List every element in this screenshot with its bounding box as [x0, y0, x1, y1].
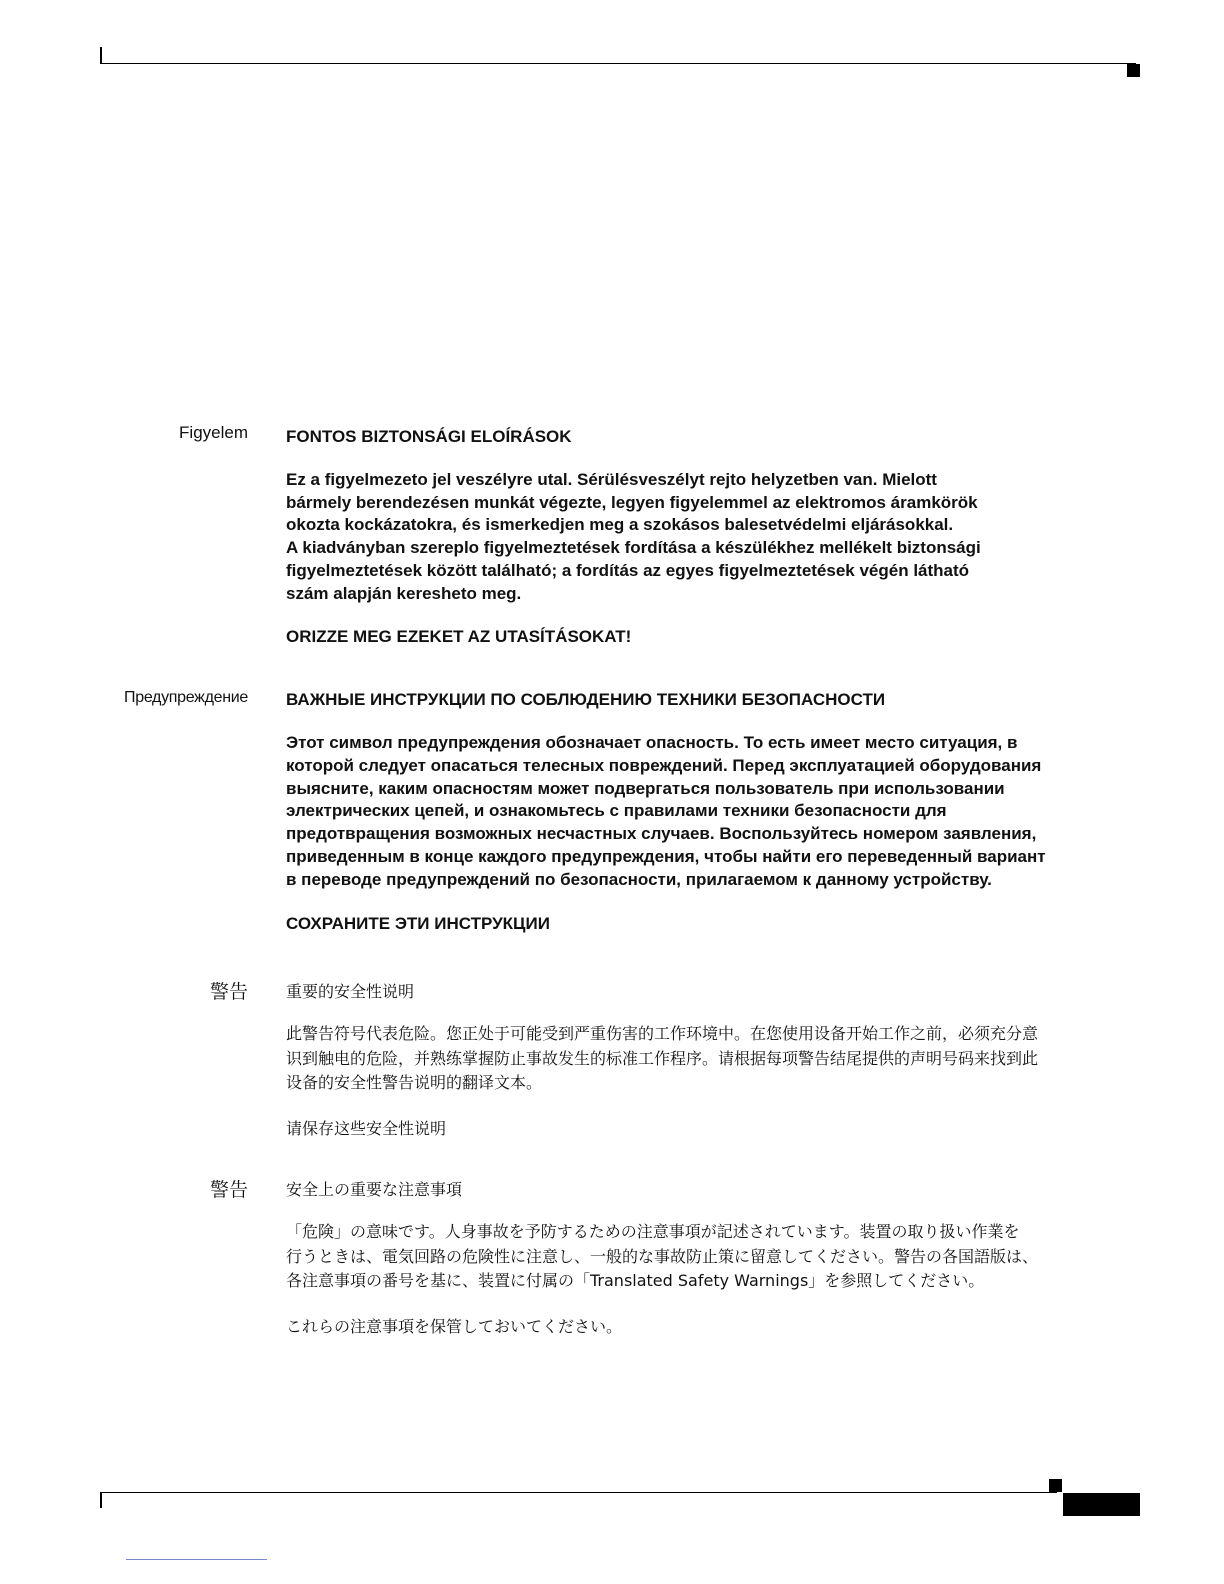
warning-label-hungarian: Figyelem: [179, 423, 248, 442]
warning-title: 安全上の重要な注意事項: [286, 1180, 463, 1199]
paragraph-line: Ez a figyelmezeto jel veszélyre utal. Sérülésveszélyt rejto helyzetben van. Mielott: [286, 470, 937, 489]
paragraph-line: figyelmeztetések között található; a fordítás az egyes figyelmeztetések végén látható: [286, 560, 970, 580]
paragraph-line: электрических цепей, и ознакомьтесь с правилами техники безопасности для: [286, 801, 947, 821]
paragraph-line: в переводе предупреждений по безопасности, прилагаемом к данному устройству.: [286, 869, 992, 889]
warning-paragraph: [286, 732, 1146, 892]
footer-tick: [100, 1493, 102, 1508]
warning-title: FONTOS BIZTONSÁGI ELOÍRÁSOK: [286, 427, 572, 446]
warning-block-russian: [286, 690, 1146, 934]
paragraph-line: выясните, каким опасностям может подвергаться пользователь при использовании: [286, 778, 1005, 798]
paragraph-line: szám alapján keresheto meg.: [286, 583, 522, 603]
footer-rule: [100, 1492, 1057, 1493]
paragraph-line: приведенным в конце каждого предупреждения, чтобы найти его переведенный вариант: [286, 846, 1046, 866]
warning-paragraph: [286, 1022, 1146, 1096]
header-marker: [1127, 64, 1140, 77]
header-tick: [100, 47, 102, 64]
warning-block-hungarian: [286, 427, 1146, 647]
paragraph-line: Этот символ предупреждения обозначает опасность. То есть имеет место ситуация, в: [286, 733, 1018, 752]
paragraph-line: 识到触电的危险，并熟练掌握防止事故发生的标准工作程序。请根据每项警告结尾提供的声明号码来找到此: [286, 1048, 1039, 1068]
paragraph-line: bármely berendezésen munkát végezte, legyen figyelemmel az elektromos áramkörök: [286, 492, 978, 512]
footer-page-tab: [1063, 1493, 1140, 1516]
paragraph-line: предотвращения возможных несчастных случаев. Воспользуйтесь номером заявления,: [286, 824, 1037, 844]
paragraph-line: 「危険」の意味です。人身事故を予防するための注意事項が記述されています。装置の取り扱い作業を: [286, 1222, 1020, 1241]
paragraph-line: 此警告符号代表危险。您正处于可能受到严重伤害的工作环境中。在您使用设备开始工作之前，必须充分意: [286, 1024, 1039, 1043]
paragraph-line: A kiadványban szereplo figyelmeztetések fordítása a készülékhez mellékelt biztonsági: [286, 538, 981, 558]
warning-label-chinese: 警告: [209, 981, 248, 1003]
save-instructions: ORIZZE MEG EZEKET AZ UTASÍTÁSOKAT!: [286, 627, 632, 647]
header-rule: [100, 63, 1136, 64]
warning-title: 重要的安全性说明: [286, 982, 415, 1001]
warning-paragraph: [286, 469, 1146, 605]
paragraph-line: 各注意事項の番号を基に、装置に付属の「Translated Safety Warnings」を参照してください。: [286, 1271, 985, 1290]
paragraph-line: 行うときは、電気回路の危険性に注意し、一般的な事故防止策に留意してください。警告の各国語版は、: [286, 1246, 1039, 1266]
save-instructions: 请保存这些安全性说明: [286, 1118, 447, 1138]
footer-marker: [1049, 1479, 1062, 1492]
warning-block-chinese: [286, 979, 1146, 1139]
warning-title: ВАЖНЫЕ ИНСТРУКЦИИ ПО СОБЛЮДЕНИЮ ТЕХНИКИ БЕЗОПАСНОСТИ: [286, 690, 886, 709]
paragraph-line: okozta kockázatokra, és ismerkedjen meg a szokásos balesetvédelmi eljárásokkal.: [286, 515, 954, 535]
paragraph-line: которой следует опасаться телесных повреждений. Перед эксплуатацией оборудования: [286, 755, 1042, 775]
save-instructions: これらの注意事項を保管しておいてください。: [286, 1316, 623, 1336]
footer-link-underline: [126, 1559, 267, 1560]
warning-paragraph: [286, 1220, 1146, 1294]
warning-label-russian: Предупреждение: [124, 689, 248, 706]
warning-label-japanese: 警告: [209, 1179, 248, 1201]
save-instructions: СОХРАНИТЕ ЭТИ ИНСТРУКЦИИ: [286, 913, 550, 933]
paragraph-line: 设备的安全性警告说明的翻译文本。: [286, 1073, 543, 1092]
warning-block-japanese: [286, 1177, 1146, 1337]
